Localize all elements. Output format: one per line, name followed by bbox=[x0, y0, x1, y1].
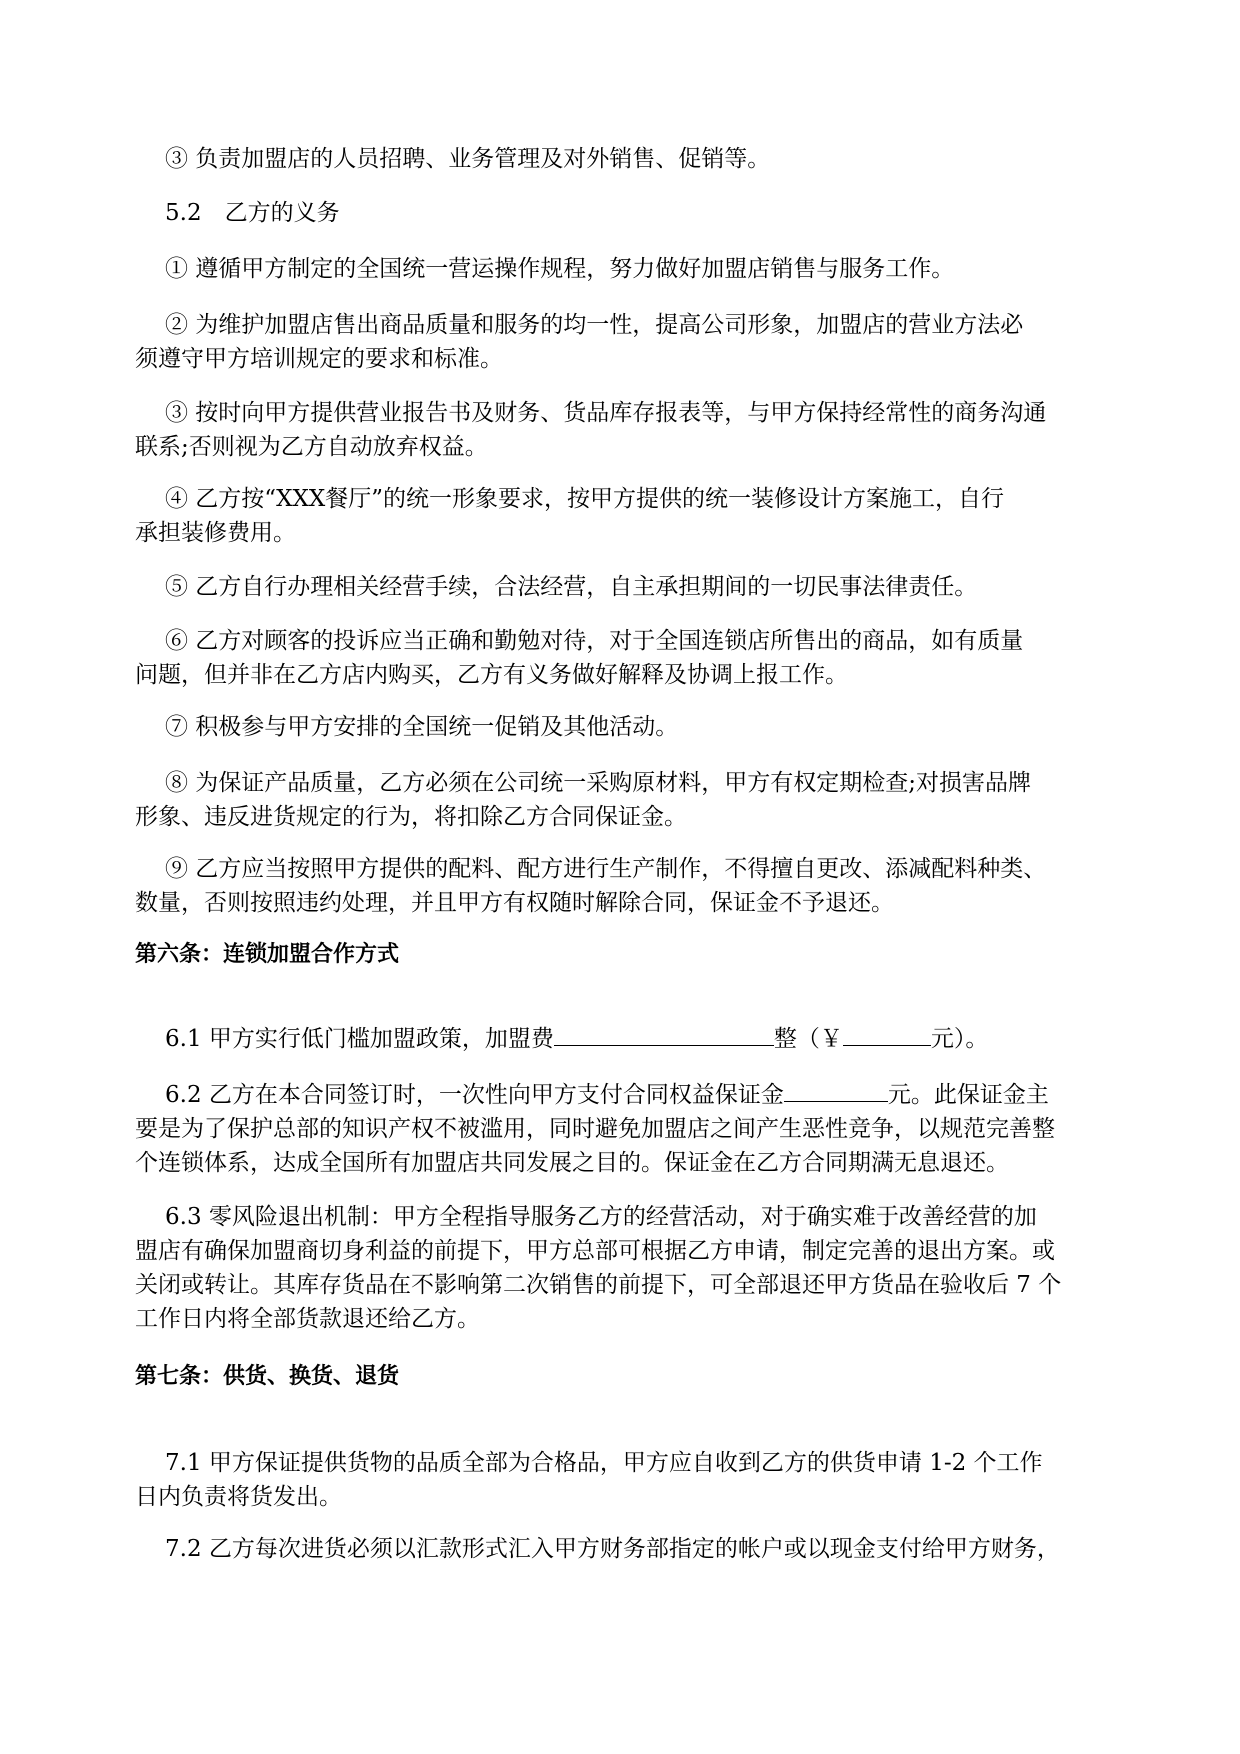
text-line: 关闭或转让。其库存货品在不影响第二次销售的前提下，可全部退还甲方货品在验收后 7 个 bbox=[135, 1272, 1062, 1298]
text-segment: 元）。 bbox=[930, 1026, 989, 1052]
text-segment: 整（￥ bbox=[773, 1026, 843, 1052]
paragraph-5-2-5 bbox=[165, 570, 1125, 604]
text-line: 个连锁体系，达成全国所有加盟店共同发展之目的。保证金在乙方合同期满无息退还。 bbox=[135, 1150, 1009, 1176]
text-line: ② 为维护加盟店售出商品质量和服务的均一性，提高公司形象，加盟店的营业方法必 bbox=[165, 312, 1024, 338]
text-line: ④ 乙方按“XXX餐厅”的统一形象要求，按甲方提供的统一装修设计方案施工，自行 bbox=[165, 486, 1004, 512]
text-segment: 6.2 乙方在本合同签订时，一次性向甲方支付合同权益保证金 bbox=[165, 1082, 784, 1108]
paragraph-5-1-3 bbox=[165, 142, 1125, 176]
text-line: 6.3 零风险退出机制：甲方全程指导服务乙方的经营活动，对于确实难于改善经营的加 bbox=[165, 1204, 1037, 1230]
paragraph-7-2 bbox=[165, 1532, 1125, 1566]
paragraph-5-2-8 bbox=[135, 766, 1125, 834]
text-segment: 6.1 甲方实行低门槛加盟政策，加盟费 bbox=[165, 1026, 554, 1052]
deposit-amount-blank bbox=[784, 1079, 888, 1102]
text-line: 形象、违反进货规定的行为，将扣除乙方合同保证金。 bbox=[135, 804, 687, 830]
text-line: ① 遵循甲方制定的全国统一营运操作规程，努力做好加盟店销售与服务工作。 bbox=[165, 256, 955, 282]
text-line: ③ 负责加盟店的人员招聘、业务管理及对外销售、促销等。 bbox=[165, 146, 771, 172]
text-line: 数量，否则按照违约处理，并且甲方有权随时解除合同，保证金不予退还。 bbox=[135, 890, 894, 916]
paragraph-5-2-2 bbox=[135, 308, 1125, 376]
text-line: 7.2 乙方每次进货必须以汇款形式汇入甲方财务部指定的帐户或以现金支付给甲方财务， bbox=[165, 1536, 1060, 1562]
paragraph-6-1 bbox=[165, 1022, 1125, 1056]
text-line: ⑧ 为保证产品质量，乙方必须在公司统一采购原材料，甲方有权定期检查;对损害品牌 bbox=[165, 770, 1032, 796]
text-line: ⑦ 积极参与甲方安排的全国统一促销及其他活动。 bbox=[165, 714, 679, 740]
text-line bbox=[165, 1078, 1125, 1112]
text-line: 日内负责将货发出。 bbox=[135, 1484, 342, 1510]
paragraph-5-2-1 bbox=[165, 252, 1125, 286]
text-segment: 元。此保证金主 bbox=[887, 1082, 1049, 1108]
text-line: 须遵守甲方培训规定的要求和标准。 bbox=[135, 346, 503, 372]
heading-text: 第六条：连锁加盟合作方式 bbox=[135, 942, 400, 967]
text-line: 盟店有确保加盟商切身利益的前提下，甲方总部可根据乙方申请，制定完善的退出方案。或 bbox=[135, 1238, 1055, 1264]
franchise-fee-amount-blank bbox=[843, 1023, 931, 1046]
text-line: 承担装修费用。 bbox=[135, 520, 296, 546]
text-line: 要是为了保护总部的知识产权不被滥用，同时避免加盟店之间产生恶性竞争，以规范完善整 bbox=[135, 1116, 1055, 1142]
paragraph-5-2-3 bbox=[135, 396, 1125, 464]
text-line: 联系;否则视为乙方自动放弃权益。 bbox=[135, 434, 488, 460]
heading-text: 第七条：供货、换货、退货 bbox=[135, 1364, 400, 1389]
paragraph-6-3 bbox=[135, 1200, 1125, 1336]
article-6-heading bbox=[135, 938, 1095, 972]
paragraph-7-1 bbox=[135, 1446, 1125, 1514]
paragraph-5-2-4 bbox=[135, 482, 1125, 550]
text-line: ⑥ 乙方对顾客的投诉应当正确和勤勉对待，对于全国连锁店所售出的商品，如有质量 bbox=[165, 628, 1024, 654]
text-line bbox=[165, 1022, 1125, 1056]
section-5-2-title bbox=[165, 196, 1125, 230]
franchise-fee-blank bbox=[554, 1023, 774, 1046]
article-7-heading bbox=[135, 1360, 1095, 1394]
text-line: ⑤ 乙方自行办理相关经营手续，合法经营，自主承担期间的一切民事法律责任。 bbox=[165, 574, 978, 600]
text-line: 7.1 甲方保证提供货物的品质全部为合格品，甲方应自收到乙方的供货申请 1-2 个工作 bbox=[165, 1450, 1043, 1476]
paragraph-5-2-6 bbox=[135, 624, 1125, 692]
text-line: 5.2 乙方的义务 bbox=[165, 200, 340, 226]
text-line: ③ 按时向甲方提供营业报告书及财务、货品库存报表等，与甲方保持经常性的商务沟通 bbox=[165, 400, 1047, 426]
paragraph-5-2-7 bbox=[165, 710, 1125, 744]
text-line: ⑨ 乙方应当按照甲方提供的配料、配方进行生产制作，不得擅自更改、添减配料种类、 bbox=[165, 856, 1047, 882]
text-line: 问题，但并非在乙方店内购买，乙方有义务做好解释及协调上报工作。 bbox=[135, 662, 848, 688]
paragraph-6-2 bbox=[135, 1078, 1125, 1180]
paragraph-5-2-9 bbox=[135, 852, 1125, 920]
text-line: 工作日内将全部货款退还给乙方。 bbox=[135, 1306, 480, 1332]
